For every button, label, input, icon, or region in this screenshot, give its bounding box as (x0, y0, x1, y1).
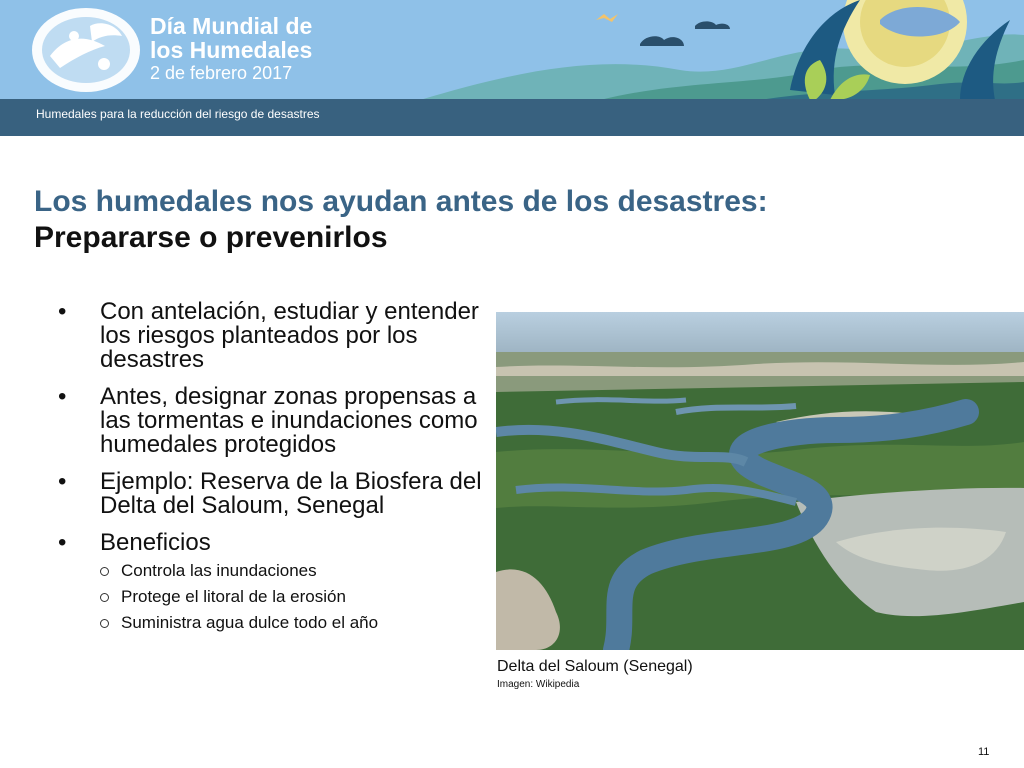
benefit-text: Controla las inundaciones (121, 561, 317, 580)
benefit-text: Protege el litoral de la erosión (121, 587, 346, 606)
photo-credit: Imagen: Wikipedia (497, 679, 580, 690)
bullet-marker: • (58, 468, 67, 495)
bullet-marker: • (58, 298, 67, 325)
theme-text: Humedales para la reducción del riesgo de desastres (36, 107, 320, 121)
bullet-text: Beneficios (100, 529, 211, 556)
bullet-marker: • (58, 383, 67, 410)
benefit-item (100, 613, 496, 633)
bullet-list (56, 300, 496, 646)
circle-bullet-icon (100, 593, 109, 602)
event-title-line2: los Humedales (150, 37, 313, 63)
circle-bullet-icon (100, 567, 109, 576)
wetlands-day-logo (30, 6, 142, 94)
benefit-item (100, 587, 496, 607)
page-number: 11 (978, 746, 990, 758)
event-title (150, 14, 312, 62)
slide-title (34, 184, 768, 256)
slide-title-line2: Prepararse o prevenirlos (34, 221, 388, 254)
bullet-text: Antes, designar zonas propensas a las tormentas e inundaciones como humedales protegidos (100, 383, 478, 458)
benefit-text: Suministra agua dulce todo el año (121, 613, 379, 632)
bullet-item (56, 531, 496, 633)
slide-title-line1: Los humedales nos ayudan antes de los desastres: (34, 185, 768, 218)
saloum-delta-photo (496, 312, 1024, 650)
bullet-item (56, 300, 496, 372)
circle-bullet-icon (100, 619, 109, 628)
header-banner (0, 0, 1024, 136)
event-title-line1: Día Mundial de (150, 13, 313, 39)
event-date: 2 de febrero 2017 (150, 63, 293, 83)
bullet-text: Con antelación, estudiar y entender los riesgos planteados por los desastres (100, 298, 479, 373)
benefit-item (100, 561, 496, 581)
photo-caption: Delta del Saloum (Senegal) (497, 658, 693, 675)
bullet-marker: • (58, 529, 67, 556)
bullet-item (56, 470, 496, 518)
bullet-text: Ejemplo: Reserva de la Biosfera del Delta del Saloum, Senegal (100, 468, 482, 519)
bullet-item (56, 385, 496, 457)
benefits-list (100, 561, 496, 633)
